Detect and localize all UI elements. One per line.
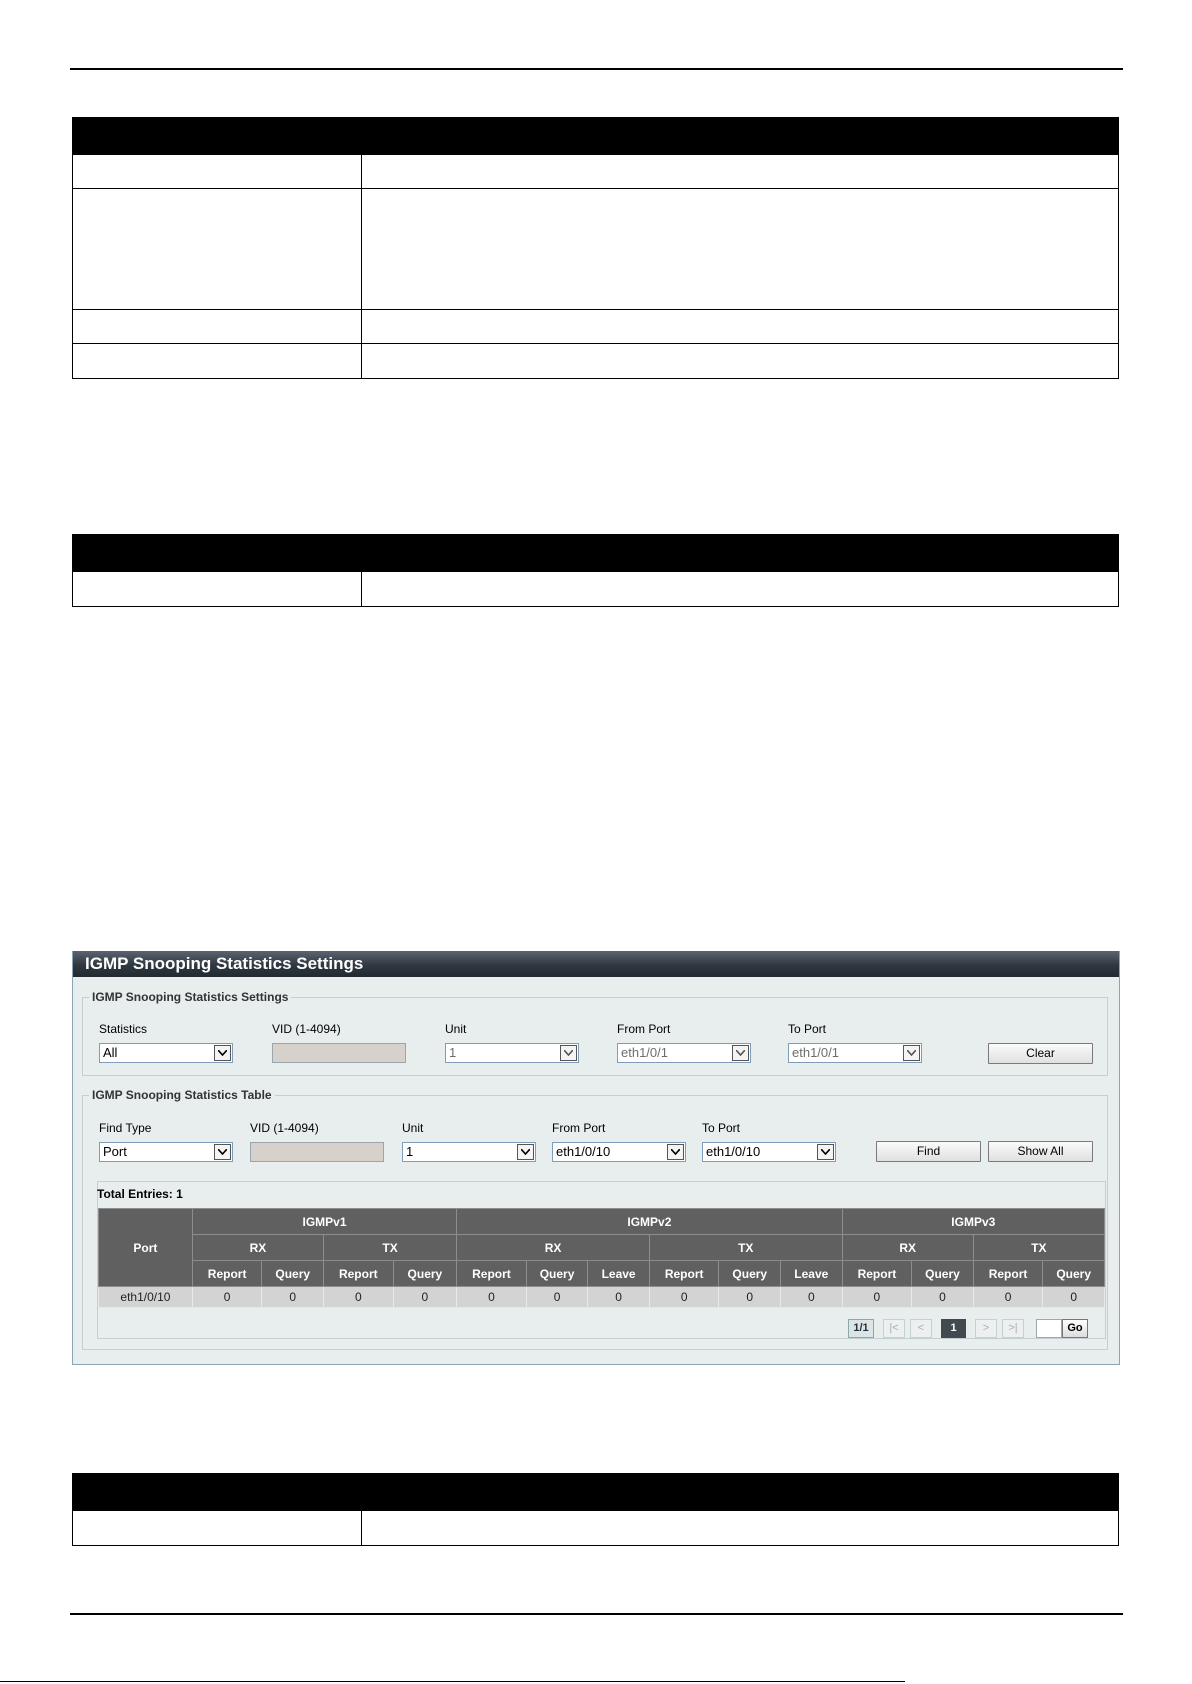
chevron-down-icon <box>732 1045 749 1061</box>
find-from-port-select[interactable] <box>552 1142 686 1162</box>
igmpv3-header: IGMPv3 <box>842 1209 1104 1235</box>
chevron-down-icon <box>667 1144 684 1160</box>
prev-page-button[interactable]: < <box>910 1319 932 1338</box>
table-cell <box>73 189 362 310</box>
value-cell: 0 <box>393 1287 457 1308</box>
table-cell <box>362 310 1119 344</box>
chevron-down-icon <box>560 1045 577 1061</box>
query-header: Query <box>393 1261 457 1287</box>
table-cell <box>362 155 1119 189</box>
find-button[interactable]: Find <box>876 1141 981 1162</box>
value-cell: 0 <box>262 1287 324 1308</box>
igmpv1-rx-header: RX <box>192 1235 323 1261</box>
table-cell <box>73 344 362 379</box>
find-to-port-select[interactable] <box>702 1142 836 1162</box>
first-page-button[interactable]: |< <box>883 1319 905 1338</box>
table-cell <box>73 1511 362 1546</box>
value-cell: 0 <box>781 1287 843 1308</box>
value-cell: 0 <box>1043 1287 1105 1308</box>
current-page-button[interactable]: 1 <box>941 1319 966 1338</box>
table-cell <box>362 189 1119 310</box>
report-header: Report <box>192 1261 262 1287</box>
chevron-down-icon <box>817 1144 834 1160</box>
find-from-port-label: From Port <box>552 1121 606 1135</box>
table-cell <box>362 344 1119 379</box>
table-cell <box>73 155 362 189</box>
query-header: Query <box>1043 1261 1105 1287</box>
report-header: Report <box>842 1261 912 1287</box>
find-to-port-label: To Port <box>702 1121 741 1135</box>
footer-rule <box>70 1613 1123 1615</box>
report-header: Report <box>973 1261 1043 1287</box>
chevron-down-icon <box>214 1045 231 1061</box>
to-port-select[interactable] <box>788 1043 922 1063</box>
chevron-down-icon <box>903 1045 920 1061</box>
query-header: Query <box>526 1261 588 1287</box>
table-row <box>99 1287 1105 1308</box>
vid-input[interactable] <box>272 1043 406 1063</box>
parameter-table-1 <box>72 117 1119 379</box>
clear-button[interactable]: Clear <box>988 1043 1093 1064</box>
statistics-select[interactable] <box>99 1043 233 1063</box>
igmpv3-tx-header: TX <box>973 1235 1104 1261</box>
statistics-label: Statistics <box>99 1022 148 1036</box>
leave-header: Leave <box>588 1261 650 1287</box>
find-type-label: Find Type <box>99 1121 152 1135</box>
header-rule <box>70 68 1123 70</box>
table-header-cell <box>73 118 362 155</box>
value-cell: 0 <box>588 1287 650 1308</box>
show-all-button[interactable]: Show All <box>988 1141 1093 1162</box>
igmpv3-rx-header: RX <box>842 1235 973 1261</box>
table-header-cell <box>362 535 1119 572</box>
table-cell <box>362 572 1119 607</box>
table-cell <box>73 310 362 344</box>
port-header: Port <box>99 1209 193 1287</box>
to-port-select-value: eth1/0/1 <box>792 1045 839 1060</box>
settings-fieldset <box>82 990 1108 1076</box>
to-port-label: To Port <box>788 1022 827 1036</box>
value-cell: 0 <box>842 1287 912 1308</box>
table-cell <box>362 1511 1119 1546</box>
chevron-down-icon <box>214 1144 231 1160</box>
go-button[interactable]: Go <box>1062 1319 1088 1338</box>
parameter-table-3 <box>72 1473 1119 1546</box>
value-cell: 0 <box>457 1287 527 1308</box>
last-page-button[interactable]: >| <box>1002 1319 1024 1338</box>
find-type-select[interactable] <box>99 1142 233 1162</box>
value-cell: 0 <box>719 1287 781 1308</box>
value-cell: 0 <box>526 1287 588 1308</box>
igmpv1-tx-header: TX <box>323 1235 456 1261</box>
table-cell <box>73 572 362 607</box>
value-cell: 0 <box>649 1287 719 1308</box>
find-unit-select-value: 1 <box>406 1144 414 1159</box>
table-header-cell <box>73 535 362 572</box>
parameter-table-2 <box>72 534 1119 607</box>
igmpv2-rx-header: RX <box>457 1235 650 1261</box>
settings-legend: IGMP Snooping Statistics Settings <box>92 990 289 1004</box>
table-header-cell <box>362 1474 1119 1511</box>
page-edge-line <box>0 1681 905 1682</box>
total-entries: Total Entries: 1 <box>97 1187 183 1201</box>
find-unit-label: Unit <box>402 1121 424 1135</box>
from-port-select[interactable] <box>617 1043 751 1063</box>
table-header-cell <box>73 1474 362 1511</box>
port-cell: eth1/0/10 <box>99 1287 193 1308</box>
statistics-table <box>98 1208 1105 1308</box>
report-header: Report <box>323 1261 393 1287</box>
igmpv1-header: IGMPv1 <box>192 1209 456 1235</box>
report-header: Report <box>457 1261 527 1287</box>
query-header: Query <box>912 1261 974 1287</box>
page-number-input[interactable] <box>1036 1319 1062 1338</box>
table-legend: IGMP Snooping Statistics Table <box>92 1088 272 1102</box>
query-header: Query <box>719 1261 781 1287</box>
find-vid-input[interactable] <box>250 1142 384 1162</box>
unit-select-value: 1 <box>449 1045 457 1060</box>
vid-label: VID (1-4094) <box>272 1022 341 1036</box>
panel-title: IGMP Snooping Statistics Settings <box>73 951 1119 977</box>
unit-label: Unit <box>445 1022 467 1036</box>
igmpv2-tx-header: TX <box>649 1235 842 1261</box>
from-port-select-value: eth1/0/1 <box>621 1045 668 1060</box>
igmpv2-header: IGMPv2 <box>457 1209 842 1235</box>
leave-header: Leave <box>781 1261 843 1287</box>
chevron-down-icon <box>517 1144 534 1160</box>
page-info: 1/1 <box>848 1319 874 1338</box>
value-cell: 0 <box>973 1287 1043 1308</box>
next-page-button[interactable]: > <box>975 1319 997 1338</box>
table-header-cell <box>362 118 1119 155</box>
query-header: Query <box>262 1261 324 1287</box>
find-type-select-value: Port <box>103 1144 127 1159</box>
from-port-label: From Port <box>617 1022 671 1036</box>
value-cell: 0 <box>192 1287 262 1308</box>
value-cell: 0 <box>323 1287 393 1308</box>
unit-select[interactable] <box>445 1043 579 1063</box>
statistics-select-value: All <box>103 1045 118 1060</box>
report-header: Report <box>649 1261 719 1287</box>
find-from-port-select-value: eth1/0/10 <box>556 1144 611 1159</box>
find-vid-label: VID (1-4094) <box>250 1121 319 1135</box>
value-cell: 0 <box>912 1287 974 1308</box>
find-to-port-select-value: eth1/0/10 <box>706 1144 761 1159</box>
find-unit-select[interactable] <box>402 1142 536 1162</box>
